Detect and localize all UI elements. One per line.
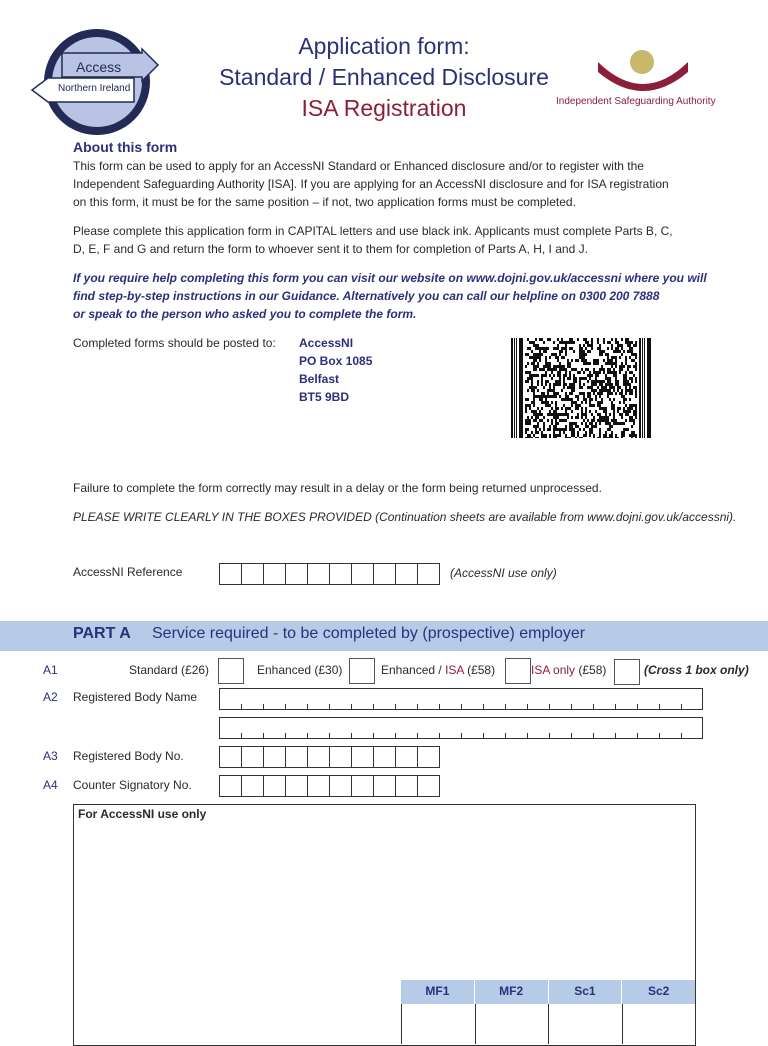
char-box[interactable] — [285, 563, 308, 585]
char-box[interactable] — [263, 746, 286, 768]
address-block — [299, 334, 372, 406]
char-box[interactable] — [219, 563, 242, 585]
char-box[interactable] — [241, 563, 264, 585]
col-mf2: MF2 — [475, 980, 549, 1004]
char-box[interactable] — [395, 746, 418, 768]
cell-sc2[interactable] — [622, 1004, 696, 1044]
char-box[interactable] — [373, 775, 396, 797]
comb-tick — [417, 704, 418, 709]
char-box[interactable] — [263, 563, 286, 585]
comb-tick — [505, 704, 506, 709]
comb-tick — [373, 733, 374, 738]
reference-input[interactable] — [219, 563, 439, 585]
comb-tick — [681, 704, 682, 709]
failure-note: Failure to complete the form correctly may result in a delay or the form being returned unprocessed. — [73, 481, 602, 495]
comb-tick — [615, 733, 616, 738]
isa-logo — [596, 48, 691, 93]
cell-mf2[interactable] — [475, 1004, 549, 1044]
help-line2: find step-by-step instructions in our Guidance. Alternatively you can call our helpline on 0300 200 7888 — [73, 289, 660, 303]
comb-tick — [417, 733, 418, 738]
comb-tick — [395, 704, 396, 709]
comb-tick — [681, 733, 682, 738]
comb-tick — [439, 733, 440, 738]
char-box[interactable] — [285, 746, 308, 768]
post-label: Completed forms should be posted to: — [73, 336, 276, 350]
comb-tick — [285, 733, 286, 738]
comb-tick — [659, 733, 660, 738]
char-box[interactable] — [263, 775, 286, 797]
cell-mf1[interactable] — [401, 1004, 475, 1044]
option-enhanced-label: Enhanced (£30) — [257, 663, 343, 677]
option-isa-only-label — [531, 663, 606, 677]
comb-tick — [615, 704, 616, 709]
office-use-table-header — [401, 980, 695, 1004]
comb-tick — [329, 733, 330, 738]
office-use-table-body — [401, 1004, 695, 1044]
comb-tick — [373, 704, 374, 709]
char-box[interactable] — [351, 563, 374, 585]
comb-tick — [527, 704, 528, 709]
title-line-2: Standard / Enhanced Disclosure — [219, 64, 549, 90]
comb-tick — [637, 704, 638, 709]
char-box[interactable] — [351, 775, 374, 797]
col-sc2: Sc2 — [647, 984, 670, 998]
comb-tick — [461, 733, 462, 738]
comb-tick — [329, 704, 330, 709]
comb-tick — [307, 733, 308, 738]
comb-tick — [593, 733, 594, 738]
comb-tick — [549, 733, 550, 738]
registered-body-name-label: Registered Body Name — [73, 690, 198, 704]
char-box[interactable] — [395, 563, 418, 585]
comb-tick — [263, 733, 264, 738]
standard-checkbox[interactable] — [218, 658, 244, 684]
logo-text-northern-ireland: Northern Ireland — [58, 83, 131, 94]
comb-tick — [527, 733, 528, 738]
char-box[interactable] — [219, 746, 242, 768]
barcode — [511, 338, 651, 438]
char-box[interactable] — [329, 563, 352, 585]
about-p1-line3: on this form, it must be for the same position – if not, two application forms must be completed. — [73, 195, 576, 209]
part-a-header — [0, 621, 768, 651]
reference-note: (AccessNI use only) — [450, 566, 557, 580]
comb-tick — [571, 733, 572, 738]
char-box[interactable] — [241, 746, 264, 768]
char-box[interactable] — [351, 746, 374, 768]
char-box[interactable] — [219, 775, 242, 797]
col-sc1: Sc1 — [549, 980, 623, 1004]
row-number-a2: A2 — [43, 690, 58, 704]
char-box[interactable] — [373, 563, 396, 585]
logo-text-access: Access — [76, 59, 122, 75]
reference-label: AccessNI Reference — [73, 565, 183, 579]
counter-signatory-no-label: Counter Signatory No. — [73, 778, 192, 792]
comb-tick — [263, 704, 264, 709]
about-heading: About this form — [73, 139, 178, 155]
comb-tick — [285, 704, 286, 709]
isa-logo-text: Independent Safeguarding Authority — [556, 96, 716, 107]
cross-note: (Cross 1 box only) — [644, 663, 749, 677]
address-line: BT5 9BD — [299, 390, 350, 404]
isa-only-isa: ISA only — [531, 663, 576, 677]
char-box[interactable] — [307, 746, 330, 768]
isa-only-price: (£58) — [575, 663, 607, 677]
comb-tick — [659, 704, 660, 709]
char-box[interactable] — [417, 775, 440, 797]
isa-only-checkbox[interactable] — [614, 659, 640, 685]
comb-tick — [241, 733, 242, 738]
comb-tick — [593, 704, 594, 709]
char-box[interactable] — [307, 775, 330, 797]
char-box[interactable] — [395, 775, 418, 797]
enhanced-isa-price: (£58) — [463, 663, 496, 677]
option-standard-label: Standard (£26) — [129, 663, 210, 677]
comb-tick — [571, 704, 572, 709]
char-box[interactable] — [417, 563, 440, 585]
about-p1-line1: This form can be used to apply for an AccessNI Standard or Enhanced disclosure and/or to register with the — [73, 159, 644, 173]
row-number-a4: A4 — [43, 778, 58, 792]
char-box[interactable] — [373, 746, 396, 768]
enhanced-checkbox[interactable] — [349, 658, 375, 684]
office-use-label: For AccessNI use only — [78, 807, 207, 821]
counter-signatory-no-input[interactable] — [219, 775, 439, 797]
option-enhanced-isa-label — [381, 663, 495, 677]
part-a-title: Service required - to be completed by (prospective) employer — [152, 625, 586, 642]
comb-tick — [483, 733, 484, 738]
part-a-label: PART A — [73, 625, 131, 642]
comb-tick — [637, 733, 638, 738]
comb-tick — [307, 704, 308, 709]
title-line-3: ISA Registration — [301, 95, 467, 121]
registered-body-name-line1[interactable] — [219, 688, 703, 710]
registered-body-no-label: Registered Body No. — [73, 749, 184, 763]
enhanced-isa-prefix: Enhanced / — [381, 663, 446, 677]
help-line1: If you require help completing this form you can visit our website on www.dojni.gov.uk/accessni where you will — [73, 271, 707, 285]
write-clearly-note: PLEASE WRITE CLEARLY IN THE BOXES PROVIDED (Continuation sheets are available from www.dojni.gov.uk/accessni). — [73, 510, 737, 524]
comb-tick — [351, 704, 352, 709]
char-box[interactable] — [241, 775, 264, 797]
about-p2-line1: Please complete this application form in CAPITAL letters and use black ink. Applicants must complete Parts B, C, — [73, 224, 673, 238]
registered-body-name-line2[interactable] — [219, 717, 703, 739]
enhanced-isa-isa: ISA — [445, 663, 464, 677]
comb-tick — [241, 704, 242, 709]
char-box[interactable] — [329, 746, 352, 768]
office-use-box — [73, 804, 696, 1046]
comb-tick — [351, 733, 352, 738]
comb-tick — [505, 733, 506, 738]
char-box[interactable] — [417, 746, 440, 768]
row-number-a3: A3 — [43, 749, 58, 763]
address-line: Belfast — [299, 372, 340, 386]
comb-tick — [395, 733, 396, 738]
cell-sc1[interactable] — [548, 1004, 622, 1044]
address-line: AccessNI — [299, 336, 354, 350]
about-p2-line2: D, E, F and G and return the form to whoever sent it to them for completion of Parts A, H, I and J. — [73, 242, 588, 256]
comb-tick — [549, 704, 550, 709]
enhanced-isa-checkbox[interactable] — [505, 658, 531, 684]
char-box[interactable] — [329, 775, 352, 797]
about-p1-line2: Independent Safeguarding Authority [ISA]. If you are applying for an AccessNI disclosure and for ISA registration — [73, 177, 669, 191]
comb-tick — [461, 704, 462, 709]
registered-body-no-input[interactable] — [219, 746, 439, 768]
comb-tick — [439, 704, 440, 709]
comb-tick — [483, 704, 484, 709]
help-line3: or speak to the person who asked you to complete the form. — [73, 307, 417, 321]
title-line-1: Application form: — [298, 33, 470, 59]
row-number-a1: A1 — [43, 663, 58, 677]
char-box[interactable] — [307, 563, 330, 585]
char-box[interactable] — [285, 775, 308, 797]
col-mf1: MF1 — [401, 980, 475, 1004]
address-line: PO Box 1085 — [299, 354, 373, 368]
